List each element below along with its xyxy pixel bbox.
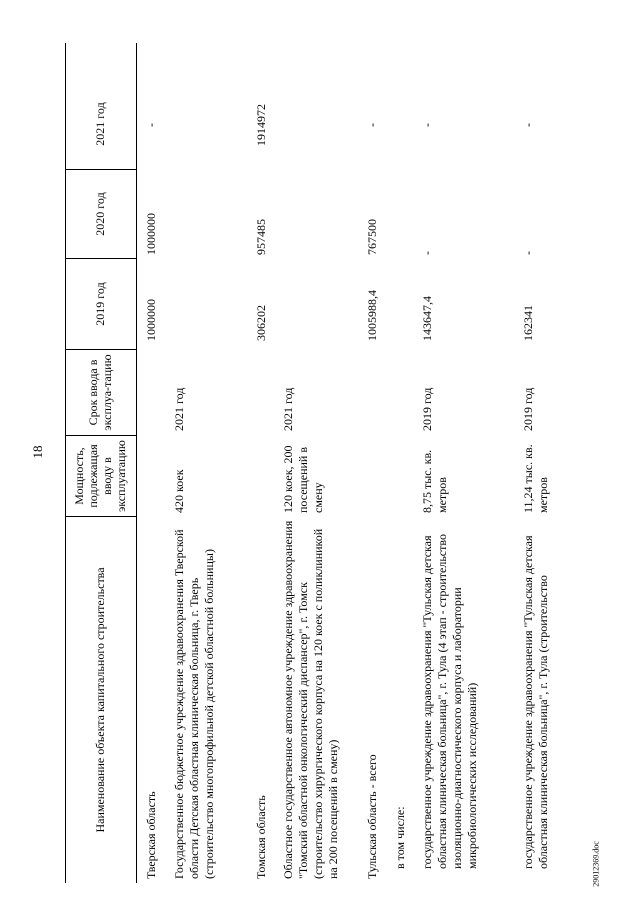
cell-power: 420 коек [172,469,186,513]
header-name: Наименование объекта капитального строительства [93,567,108,833]
header-2021: 2021 год [93,102,108,146]
header-divider [66,349,136,350]
cell-term: 2021 год [281,387,295,431]
table-header [65,43,137,883]
cell-term: 2019 год [521,387,535,431]
header-divider [66,516,136,517]
cell-2021: 1914972 [254,104,268,146]
cell-name: в том числе: [393,806,407,869]
cell-2020: - [521,251,535,255]
header-divider [66,435,136,436]
cell-name: государственное учреждение здравоохранения "Тульская детская областная клиническая больница", г. Тула (4 этап - строительство изоляционно-диагностического корпуса и лаборатории микробиологических исследований) [420,534,479,869]
cell-2020: - [420,251,434,255]
cell-name: Областное государственное автономное учреждение здравоохранения "Томский областной онкологический диспансер", г. Томск (строительство хирургического корпуса на 120 коек с поликлиникой на 200 посещений в смену) [281,520,340,879]
cell-name: Тверская область [144,791,158,879]
header-divider [66,258,136,259]
cell-2019: 1005988,4 [365,290,379,341]
cell-2020: 957485 [254,219,268,255]
cell-2019: 143647,4 [420,296,434,341]
footer-filename: 29012369.doc [591,841,601,887]
rotated-table [65,43,625,883]
cell-power: 120 коек, 200 посещений в смену [281,445,325,513]
cell-power: 11,24 тыс. кв. метров [521,444,550,513]
cell-name: Тульская область - всего [365,754,379,879]
cell-2020: 767500 [365,219,379,255]
cell-power: 8,75 тыс. кв. метров [420,449,449,513]
cell-2021: - [144,123,158,127]
header-2019: 2019 год [93,282,108,326]
cell-2019: 162341 [521,305,535,341]
cell-2020: 1000000 [144,213,158,255]
header-divider [66,169,136,170]
cell-name: Государственное бюджетное учреждение здравоохранения Тверской области Детская областная клиническая больница, г. Тверь (строительство многопрофильной детской областной больницы) [172,529,216,879]
cell-2019: 306202 [254,305,268,341]
cell-term: 2019 год [420,387,434,431]
cell-2021: - [365,123,379,127]
cell-name: Томская область [254,795,268,879]
header-term: Срок ввода в эксплуа-тацию [86,354,114,431]
cell-term: 2021 год [172,387,186,431]
page-number: 18 [30,445,45,459]
cell-2019: 1000000 [144,299,158,341]
cell-2021: - [420,123,434,127]
cell-name: государственное учреждение здравоохранения "Тульская детская областная клиническая больница", г. Тула (строительство [521,535,550,869]
header-2020: 2020 год [93,192,108,236]
cell-2021: - [521,123,535,127]
header-power: Мощность, подлежащая вводу в эксплуатацию [72,440,128,512]
